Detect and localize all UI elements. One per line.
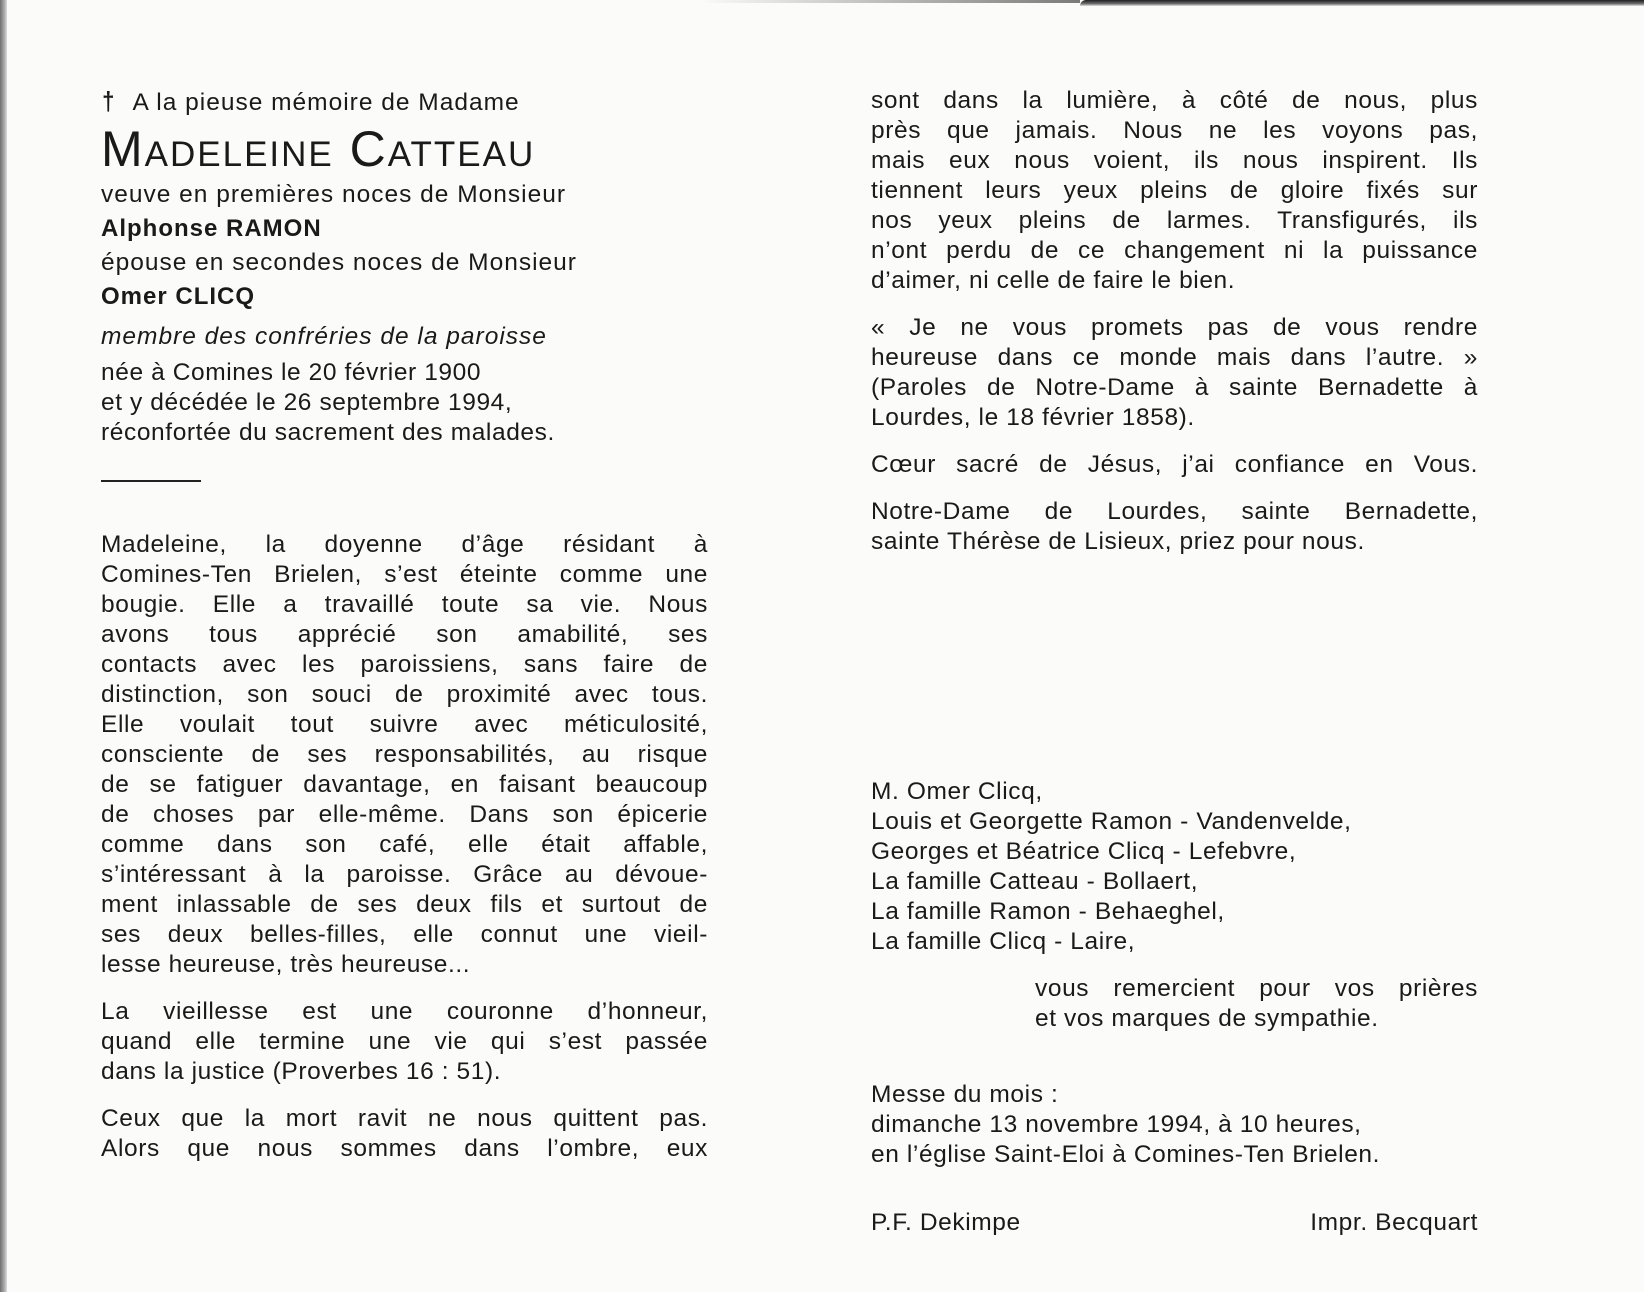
text-line: de se fatiguer davantage, en faisant beaucoup [101, 771, 708, 798]
text-line: près que jamais. Nous ne les voyons pas, [871, 117, 1478, 144]
text-line: La vieillesse est une couronne d’honneur, [101, 998, 708, 1025]
text-line: et vos marques de sympathie. [1035, 1005, 1379, 1032]
text-line: mais eux nous voient, ils nous inspirent. Ils [871, 147, 1478, 174]
printer: Impr. Becquart [1310, 1209, 1478, 1236]
mass-info [871, 1080, 1478, 1170]
funeral-director: P.F. Dekimpe [871, 1209, 1021, 1236]
text-line: quand elle termine une vie qui s’est passée [101, 1028, 708, 1055]
sacrament-line: réconfortée du sacrement des malades. [101, 419, 555, 446]
reflection-paragraph [101, 1104, 708, 1164]
text-line: comme dans son café, elle était affable, [101, 831, 708, 858]
first-husband: Alphonse RAMON [101, 215, 322, 242]
card-left-edge [0, 0, 7, 1292]
family-member: Georges et Béatrice Clicq - Lefebvre, [871, 838, 1297, 865]
birth-line: née à Comines le 20 février 1900 [101, 359, 482, 386]
text-line: Madeleine, la doyenne d’âge résidant à [101, 531, 708, 558]
text-line: d’aimer, ni celle de faire le bien. [871, 267, 1236, 294]
prayer-saints [871, 497, 1478, 557]
cross-icon: † [102, 86, 116, 116]
text-line: s’intéressant à la paroisse. Grâce au dévoue- [101, 861, 708, 888]
left-column [101, 84, 708, 1164]
text-line: Comines-Ten Brielen, s’est éteinte comme une [101, 561, 708, 588]
first-marriage: veuve en premières noces de Monsieur [101, 181, 566, 208]
mass-location: en l’église Saint-Eloi à Comines-Ten Brielen. [871, 1141, 1381, 1168]
text-line: de choses par elle-même. Dans son épicerie [101, 801, 708, 828]
text-line: Notre-Dame de Lourdes, sainte Bernadette, [871, 498, 1478, 525]
text-line: bougie. Elle a travaillé toute sa vie. Nous [101, 591, 708, 618]
text-line: sont dans la lumière, à côté de nous, plus [871, 87, 1478, 114]
family-member: Louis et Georgette Ramon - Vandenvelde, [871, 808, 1352, 835]
text-line: consciente de ses responsabilités, au risque [101, 741, 708, 768]
reflection-continued [871, 86, 1478, 296]
text-line: dans la justice (Proverbes 16 : 51). [101, 1058, 502, 1085]
text-line: nos yeux pleins de larmes. Transfigurés, ils [871, 207, 1478, 234]
mass-date: dimanche 13 novembre 1994, à 10 heures, [871, 1111, 1362, 1138]
mass-heading: Messe du mois : [871, 1081, 1059, 1108]
second-marriage: épouse en secondes noces de Monsieur [101, 249, 577, 276]
text-line: lesse heureuse, très heureuse... [101, 951, 471, 978]
family-member: La famille Catteau - Bollaert, [871, 868, 1199, 895]
text-line: tiennent leurs yeux pleins de gloire fixés sur [871, 177, 1478, 204]
text-line: Alors que nous sommes dans l’ombre, eux [101, 1135, 708, 1162]
right-column [871, 86, 1478, 1238]
text-line: « Je ne vous promets pas de vous rendre [871, 314, 1478, 341]
credits-row [871, 1208, 1478, 1238]
quote-paragraph [871, 313, 1478, 433]
family-member: La famille Clicq - Laire, [871, 928, 1136, 955]
text-line: ses deux belles-filles, elle connut une vieil- [101, 921, 708, 948]
family-list [871, 777, 1478, 957]
intro-line [101, 84, 708, 118]
death-line: et y décédée le 26 septembre 1994, [101, 389, 513, 416]
text-line: Lourdes, le 18 février 1858). [871, 404, 1195, 431]
text-line: contacts avec les paroissiens, sans faire de [101, 651, 708, 678]
card-top-edge [1080, 0, 1644, 6]
text-line: distinction, son souci de proximité avec tous. [101, 681, 708, 708]
family-member: M. Omer Clicq, [871, 778, 1043, 805]
text-line: Elle voulait tout suivre avec méticulosité, [101, 711, 708, 738]
second-husband: Omer CLICQ [101, 283, 256, 310]
text-line: vous remercient pour vos prières [1035, 975, 1478, 1002]
thanks-block [871, 974, 1478, 1034]
text-line: ment inlassable de ses deux fils et surtout de [101, 891, 708, 918]
text-line: heureuse dans ce monde mais dans l’autre. » [871, 344, 1478, 371]
tribute-paragraph [101, 530, 708, 980]
text-line: (Paroles de Notre-Dame à sainte Bernadette à [871, 374, 1478, 401]
proverb-paragraph [101, 997, 708, 1087]
intro-text: A la pieuse mémoire de Madame [132, 89, 520, 116]
family-member: La famille Ramon - Behaeghel, [871, 898, 1225, 925]
card-top-edge-fade [700, 0, 1080, 3]
deceased-name: Madeleine Catteau [101, 121, 536, 177]
prayer-sacred-heart: Cœur sacré de Jésus, j’ai confiance en Vous. [871, 451, 1478, 478]
text-line: Ceux que la mort ravit ne nous quittent pas. [101, 1105, 708, 1132]
text-line: sainte Thérèse de Lisieux, priez pour nous. [871, 528, 1365, 555]
text-line: avons tous apprécié son amabilité, ses [101, 621, 708, 648]
text-line: n’ont perdu de ce changement ni la puissance [871, 237, 1478, 264]
membership: membre des confréries de la paroisse [101, 323, 547, 350]
